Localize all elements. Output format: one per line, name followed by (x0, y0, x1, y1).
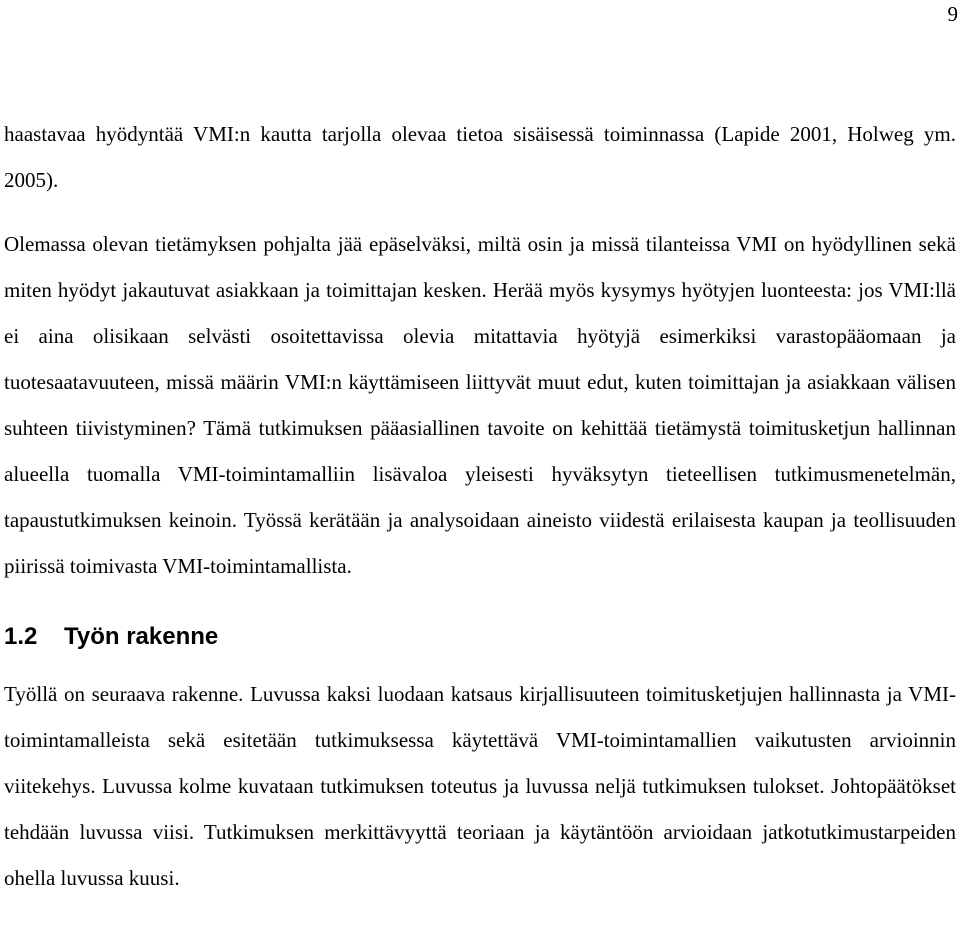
paragraph-structure: Työllä on seuraava rakenne. Luvussa kaksi luodaan katsaus kirjallisuuteen toimitusketjujen hallinnasta ja VMI-toimintamalleista sekä esitetään tutkimuksessa käytettävä VMI-toimintamallien vaikutusten arvioinnin viitekehys. Luvussa kolme kuvataan tutkimuksen toteutus ja luvussa neljä tutkimuksen tulokset. Johtopäätökset tehdään luvussa viisi. Tutkimuksen merkittävyyttä teoriaan ja käytäntöön arvioidaan jatkotutkimustarpeiden ohella luvussa kuusi. (4, 682, 956, 890)
paragraph-research-goal: Olemassa olevan tietämyksen pohjalta jää epäselväksi, miltä osin ja missä tilanteissa VMI on hyödyllinen sekä miten hyödyt jakautuvat asiakkaan ja toimittajan kesken. Herää myös kysymys hyötyjen luonteesta: jos VMI:llä ei aina olisikaan selvästi osoitettavissa olevia mitattavia hyötyjä esimerkiksi varastopääomaan ja tuotesaatavuuteen, missä määrin VMI:n käyttämiseen liittyvät muut edut, kuten toimittajan ja asiakkaan välisen suhteen tiivistyminen? Tämä tutkimuksen pääasiallinen tavoite on kehittää tietämystä toimitusketjun hallinnan alueella tuomalla VMI-toimintamalliin lisävaloa yleisesti hyväksytyn tieteellisen tutkimusmenetelmän, tapaustutkimuksen keinoin. Työssä kerätään ja analysoidaan aineisto viidestä erilaisesta kaupan ja teollisuuden piirissä toimivasta VMI-toimintamallista. (4, 232, 956, 578)
page-number: 9 (947, 2, 958, 26)
paragraph-intro-continuation: haastavaa hyödyntää VMI:n kautta tarjolla olevaa tietoa sisäisessä toiminnassa (Lapide 2001, Holweg ym. 2005). (4, 122, 956, 192)
section-title: Työn rakenne (64, 623, 219, 650)
document-body (4, 111, 956, 901)
section-number: 1.2 (4, 623, 38, 650)
section-heading (4, 623, 956, 651)
